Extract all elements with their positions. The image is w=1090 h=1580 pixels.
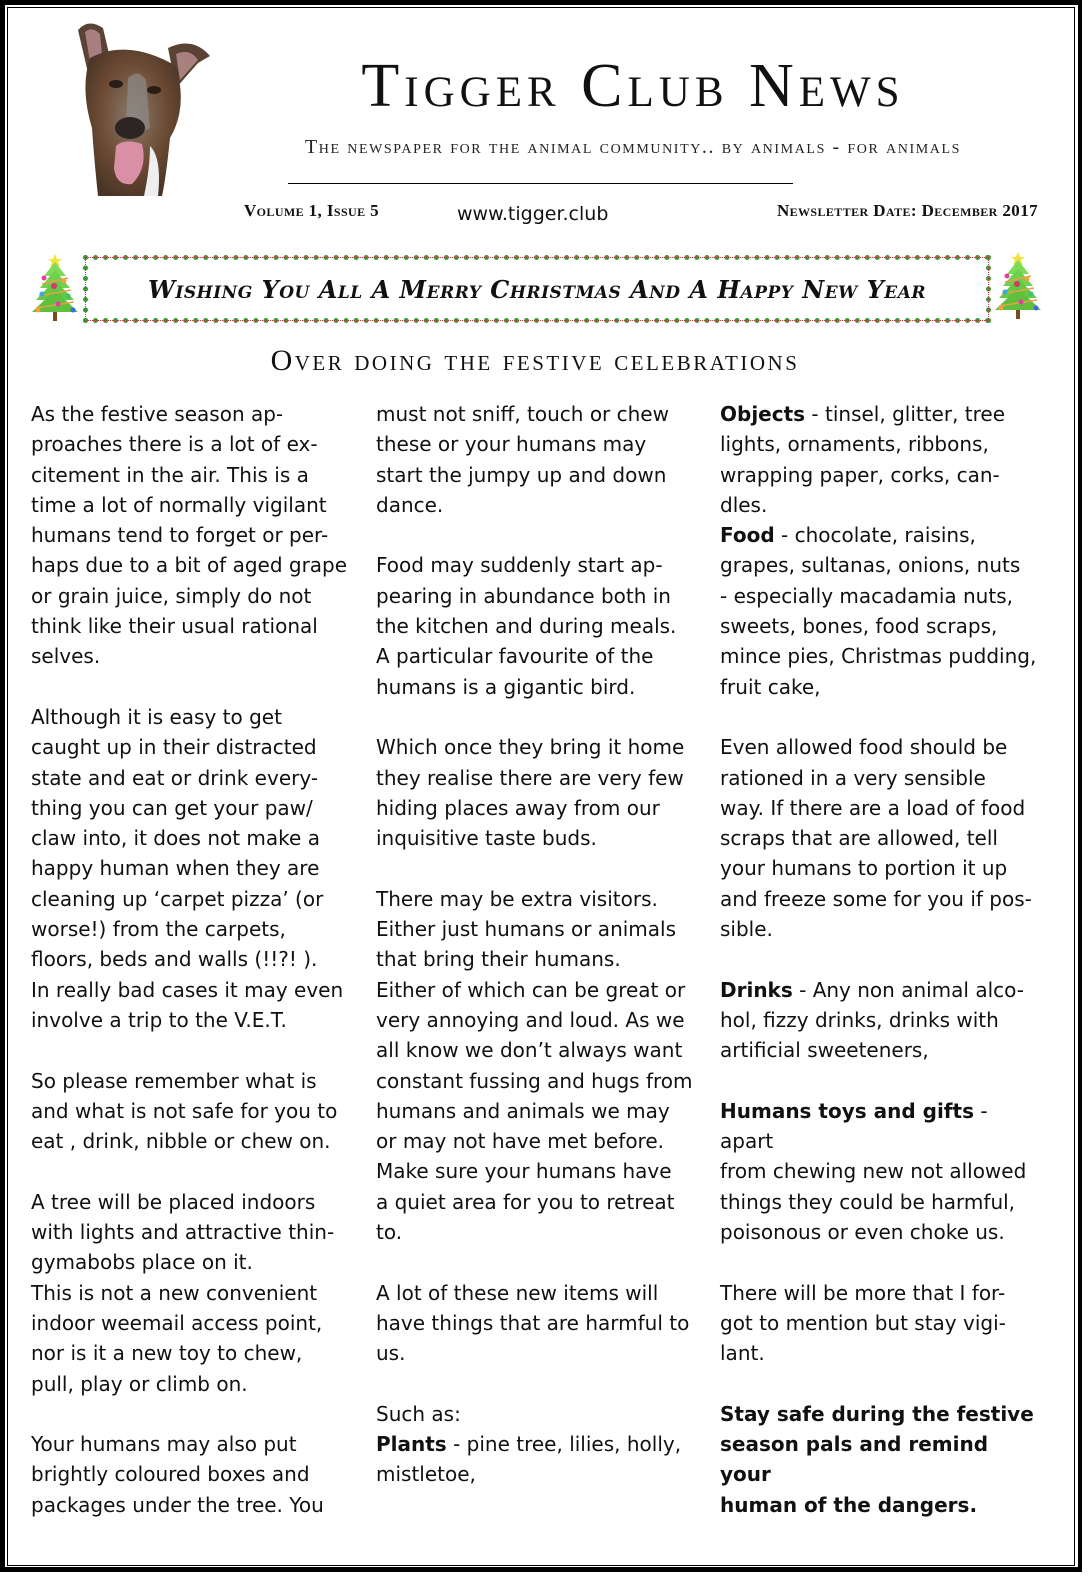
masthead-title: Tigger Club News bbox=[361, 52, 905, 120]
hazard-text: - tinsel, glitter, tree lights, ornaments, ribbons, wrapping paper, corks, can- dles. bbox=[720, 402, 1006, 517]
paragraph: A tree will be placed indoors with lights and attractive thin- gymabobs place on it. This is not a new convenient indoor weemail access point, nor is it a new toy to chew, pull, play or climb on. bbox=[31, 1189, 335, 1396]
hazard-text: - apart from chewing new not allowed things they could be harmful, poisonous or even choke us. bbox=[720, 1098, 1027, 1245]
header-divider bbox=[288, 183, 793, 184]
hazard-label: Plants bbox=[376, 1432, 447, 1457]
volume-issue: Volume 1, Issue 5 bbox=[244, 201, 380, 220]
paragraph: So please remember what is and what is not safe for you to eat , drink, nibble or chew on. bbox=[31, 1068, 338, 1154]
christmas-tree-icon bbox=[30, 250, 80, 322]
paragraph: Such as: bbox=[376, 1401, 461, 1426]
paragraph: Which once they bring it home they realise there are very few hiding places away from our inquisitive taste buds. bbox=[376, 735, 685, 851]
hazard-plants bbox=[376, 1429, 696, 1490]
banner-greeting: Wishing You All A Merry Christmas And A Happy New Year bbox=[147, 274, 927, 304]
hazard-food bbox=[720, 520, 1045, 702]
hazard-text: - Any non animal alco- hol, fizzy drinks, drinks with artificial sweeteners, bbox=[720, 977, 1024, 1063]
christmas-tree-icon bbox=[993, 248, 1043, 320]
paragraph: As the festive season ap- proaches there is a lot of ex- citement in the air. This is a time a lot of normally vigilant humans tend to forget or per- haps due to a bit of aged grape or grain juice, simply do not think like their usual rational selves. bbox=[31, 402, 348, 669]
hazard-label: Drinks bbox=[720, 977, 793, 1002]
article-column-1 bbox=[31, 399, 353, 1550]
paragraph: There may be extra visitors. Either just humans or animals that bring their humans. Either of which can be great or very annoying and loud. As we all know we don’t always want constant fussing and hugs from humans and animals we may or may not have met before. Make sure your humans have a quiet area for you to retreat to. bbox=[376, 886, 693, 1245]
hazard-text: - pine tree, lilies, holly, mistletoe, bbox=[376, 1432, 682, 1487]
article-column-2 bbox=[376, 399, 696, 1520]
hazard-objects bbox=[720, 399, 1045, 520]
hazard-label: Humans toys and gifts bbox=[720, 1098, 974, 1123]
masthead-tagline: The newspaper for the animal community.. by animals - for animals bbox=[304, 136, 962, 158]
closing-message: Stay safe during the festive season pals and remind your human of the dangers. bbox=[720, 1401, 1034, 1517]
holiday-banner bbox=[83, 255, 991, 323]
paragraph: Your humans may also put brightly coloured boxes and packages under the tree. You bbox=[31, 1432, 324, 1517]
hazard-label: Objects bbox=[720, 402, 806, 426]
article-column-3 bbox=[720, 399, 1045, 1550]
paragraph: must not sniff, touch or chew these or your humans may start the jumpy up and down dance. bbox=[376, 402, 669, 517]
newsletter-date: Newsletter Date: December 2017 bbox=[776, 201, 1038, 220]
hazard-drinks bbox=[720, 975, 1045, 1066]
paragraph: Although it is easy to get caught up in their distracted state and eat or drink every- thing you can get your paw/ claw into, it does not make a happy human when they are cleaning up ‘carpet pizza’ (or worse!) from the carpets, floors, beds and walls (!!?! ). In really bad cases it may even involve a trip to the V.E.T. bbox=[31, 704, 344, 1032]
paragraph: A lot of these new items will have things that are harmful to us. bbox=[376, 1280, 690, 1366]
website-link[interactable]: www.tigger.club bbox=[457, 203, 609, 225]
hazard-toys bbox=[720, 1096, 1045, 1247]
dog-mascot-image bbox=[58, 18, 218, 196]
article-headline: Over doing the festive celebrations bbox=[270, 344, 800, 377]
hazard-label: Food bbox=[720, 523, 775, 548]
paragraph: Food may suddenly start ap- pearing in abundance both in the kitchen and during meals. A particular favourite of the humans is a gigantic bird. bbox=[376, 553, 677, 699]
hazard-text: - chocolate, raisins, grapes, sultanas, onions, nuts - especially macadamia nuts, sweets, bones, food scraps, mince pies, Christmas pudding, fruit cake, bbox=[720, 523, 1037, 699]
paragraph: Even allowed food should be rationed in a very sensible way. If there are a load of food scraps that are allowed, tell your humans to portion it up and freeze some for you if pos- sible. bbox=[720, 735, 1032, 942]
paragraph: There will be more that I for- got to mention but stay vigi- lant. bbox=[720, 1280, 1006, 1366]
